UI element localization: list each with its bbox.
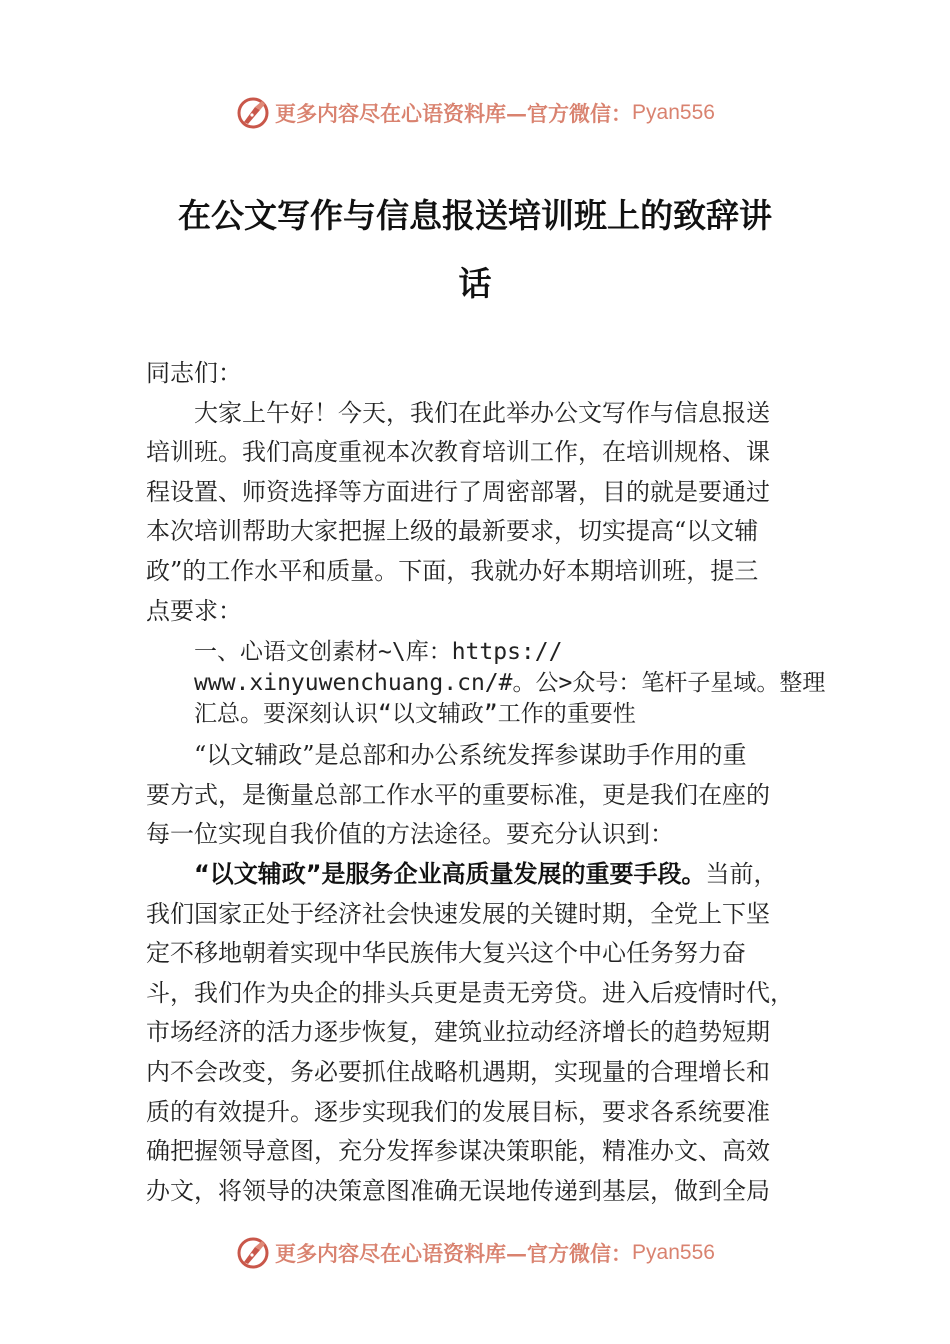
document-title-line-1: 在公文写作与信息报送培训班上的致辞讲 — [178, 196, 772, 235]
header-banner — [0, 93, 950, 133]
paragraph-line: 政”的工作水平和质量。下面，我就办好本期培训班，提三 — [146, 556, 759, 585]
paragraph-1 — [146, 394, 836, 632]
paragraph-line: 培训班。我们高度重视本次教育培训工作，在培训规格、课 — [146, 438, 770, 467]
paragraph-line: 本次培训帮助大家把握上级的最新要求，切实提高“以文辅 — [146, 517, 759, 546]
banner-text: 更多内容尽在心语资料库—官方微信： — [275, 101, 633, 126]
heading-line: 一、心语文创素材~\库：https:// — [194, 639, 563, 666]
paragraph-line: 点要求： — [146, 596, 242, 625]
paragraph-line: 大家上午好！今天，我们在此举办公文写作与信息报送 — [194, 398, 770, 427]
paragraph-line: 斗，我们作为央企的排头兵更是责无旁贷。进入后疫情时代， — [146, 978, 794, 1007]
heading-line: www.xinyuwenchuang.cn/#。公>众号：笔杆子星域。整理 — [194, 670, 826, 697]
paragraph-line: 质的有效提升。逐步实现我们的发展目标，要求各系统要准 — [146, 1097, 770, 1126]
bold-lead-sentence: “以文辅政”是服务企业高质量发展的重要手段。 — [194, 859, 706, 888]
paragraph-line: 要方式，是衡量总部工作水平的重要标准，更是我们在座的 — [146, 780, 770, 809]
banner-wechat-id: Pyan556 — [632, 1241, 715, 1264]
paragraph-line: 我们国家正处于经济社会快速发展的关键时期，全党上下坚 — [146, 899, 770, 928]
paragraph-line: 内不会改变，务必要抓住战略机遇期，实现量的合理增长和 — [146, 1057, 770, 1086]
banner-text: 更多内容尽在心语资料库—官方微信： — [275, 1241, 633, 1266]
document-title-line-2: 话 — [458, 264, 492, 303]
paragraph-line: 办文，将领导的决策意图准确无误地传递到基层，做到全局 — [146, 1176, 770, 1205]
heading-line: 汇总。要深刻认识“以文辅政”工作的重要性 — [194, 701, 636, 728]
paragraph-2 — [146, 736, 836, 855]
banner-wechat-id: Pyan556 — [632, 101, 715, 124]
paragraph-line: 程设置、师资选择等方面进行了周密部署，目的就是要通过 — [146, 477, 770, 506]
paragraph-line: 定不移地朝着实现中华民族伟大复兴这个中心任务努力奋 — [146, 939, 746, 968]
salutation: 同志们： — [146, 359, 242, 387]
footer-banner — [0, 1233, 950, 1273]
paragraph-text: 当前， — [705, 859, 778, 888]
paragraph-line-first — [146, 855, 836, 895]
section-heading-1 — [194, 631, 836, 736]
paragraph-line: 每一位实现自我价值的方法途径。要充分认识到： — [146, 820, 674, 849]
pen-nib-logo-icon — [235, 1235, 271, 1271]
paragraph-3 — [146, 855, 836, 1211]
paragraph-line: 确把握领导意图，充分发挥参谋决策职能，精准办文、高效 — [146, 1137, 770, 1166]
document-body — [146, 354, 836, 1211]
pen-nib-logo-icon — [235, 95, 271, 131]
paragraph-line: “以文辅政”是总部和办公系统发挥参谋助手作用的重 — [194, 741, 747, 770]
paragraph-line: 市场经济的活力逐步恢复，建筑业拉动经济增长的趋势短期 — [146, 1018, 770, 1047]
